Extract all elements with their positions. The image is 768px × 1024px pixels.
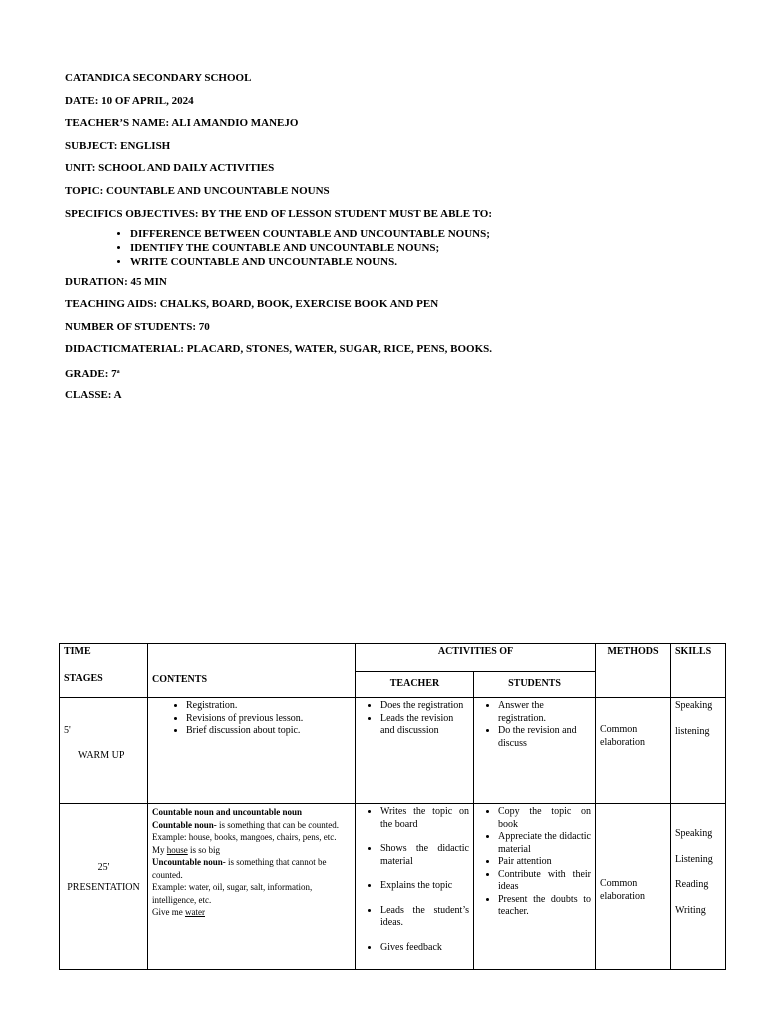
list-item: • Explains the topic xyxy=(380,880,469,893)
table-row xyxy=(60,698,726,804)
warmup-teacher-list xyxy=(360,700,469,738)
teacher-header: TEACHER xyxy=(389,678,440,690)
countable-def-text: is something that can be counted. xyxy=(216,819,340,830)
list-item: • Leads the student’s ideas. xyxy=(380,905,469,930)
contents-title: Countable noun and uncountable noun xyxy=(152,807,303,817)
stages-header: STAGES xyxy=(64,672,103,684)
objectives-list xyxy=(65,227,725,269)
presentation-students-list xyxy=(478,806,591,919)
countable-sentence-noun: house xyxy=(166,844,188,855)
teaching-aids: TEACHING AIDS: CHALKS, BOARD, BOOK, EXERCISE BOOK AND PEN xyxy=(65,298,439,311)
uncountable-sentence xyxy=(152,906,351,919)
list-item: • Copy the topic on book xyxy=(498,806,591,831)
warmup-skill-speaking: Speaking xyxy=(675,700,713,711)
methods-header-cell xyxy=(596,644,671,698)
presentation-contents-cell xyxy=(148,804,356,970)
warmup-contents-cell xyxy=(148,698,356,804)
presentation-skill-reading: Reading xyxy=(675,879,709,890)
warmup-students-list xyxy=(478,700,591,750)
students-header: STUDENTS xyxy=(508,678,561,690)
warmup-skills-cell xyxy=(671,698,726,804)
warmup-students-cell xyxy=(474,698,596,804)
presentation-method-cell xyxy=(596,804,671,970)
presentation-skill-speaking: Speaking xyxy=(675,828,713,839)
objective-item: • IDENTIFY THE COUNTABLE AND UNCOUNTABLE NOUNS; xyxy=(130,241,725,255)
lesson-plan-header xyxy=(65,71,725,402)
list-item: • Pair attention xyxy=(498,856,591,869)
presentation-skill-listening: Listening xyxy=(675,853,713,865)
list-item: • Revisions of previous lesson. xyxy=(186,713,351,726)
list-item: • Shows the didactic material xyxy=(380,843,469,868)
school-name: CATANDICA SECONDARY SCHOOL xyxy=(65,72,252,84)
uncountable-def-text: is something that cannot be counted. xyxy=(152,857,327,880)
lesson-plan-table xyxy=(59,643,726,970)
uncountable-sentence-start: Give me xyxy=(152,907,185,917)
warmup-method: Common elaboration xyxy=(600,724,645,748)
list-item: • Does the registration xyxy=(380,700,469,713)
skills-header: SKILLS xyxy=(675,646,712,657)
list-item: • Gives feedback xyxy=(380,942,469,955)
methods-header: METHODS xyxy=(607,646,659,657)
duration: DURATION: 45 MIN xyxy=(65,275,167,288)
warmup-teacher-cell xyxy=(356,698,474,804)
list-item: • Answer the registration. xyxy=(498,700,591,725)
list-item: • Leads the revision and discussion xyxy=(380,713,469,738)
list-item: • Do the revision and discuss xyxy=(498,725,591,750)
countable-sentence-start: My xyxy=(152,844,167,855)
table-row xyxy=(60,804,726,970)
list-item: • Brief discussion about topic. xyxy=(186,725,351,738)
warmup-method-cell xyxy=(596,698,671,804)
unit: UNIT: SCHOOL AND DAILY ACTIVITIES xyxy=(65,162,275,175)
objective-item: • DIFFERENCE BETWEEN COUNTABLE AND UNCOUNTABLE NOUNS; xyxy=(130,227,725,241)
warmup-stage: WARM UP xyxy=(78,749,125,761)
list-item: • Contribute with their ideas xyxy=(498,869,591,894)
subject: SUBJECT: ENGLISH xyxy=(65,139,171,152)
countable-label: Countable noun- xyxy=(152,819,217,830)
presentation-skill-writing: Writing xyxy=(675,904,706,916)
classe: CLASSE: A xyxy=(65,388,122,401)
presentation-teacher-cell xyxy=(356,804,474,970)
uncountable-label: Uncountable noun- xyxy=(152,857,226,867)
presentation-students-cell xyxy=(474,804,596,970)
list-item: • Writes the topic on the board xyxy=(380,806,469,831)
countable-example: Example: house, books, mangoes, chairs, pens, etc. xyxy=(152,832,337,842)
presentation-teacher-list xyxy=(360,806,469,954)
skills-header-cell xyxy=(671,644,726,698)
warmup-stage-cell xyxy=(60,698,148,804)
warmup-contents-list xyxy=(152,700,351,738)
grade xyxy=(65,365,725,379)
lesson-date: DATE: 10 OF APRIL, 2024 xyxy=(65,94,194,107)
time-stages-header xyxy=(60,644,148,698)
grade-text: GRADE: 7 xyxy=(65,367,117,380)
warmup-skill-listening: listening xyxy=(675,725,710,737)
didactic-material: DIDACTICMATERIAL: PLACARD, STONES, WATER, SUGAR, RICE, PENS, BOOKS. xyxy=(65,343,493,356)
presentation-stage: PRESENTATION xyxy=(67,881,140,893)
uncountable-definition xyxy=(152,856,351,881)
list-item: • Registration. xyxy=(186,700,351,713)
number-of-students: NUMBER OF STUDENTS: 70 xyxy=(65,320,210,333)
contents-header-cell xyxy=(148,644,356,698)
objectives-title: SPECIFICS OBJECTIVES: BY THE END OF LESSON STUDENT MUST BE ABLE TO: xyxy=(65,207,492,220)
objective-item: • WRITE COUNTABLE AND UNCOUNTABLE NOUNS. xyxy=(130,255,725,269)
list-item: • Appreciate the didactic material xyxy=(498,831,591,856)
countable-sentence-end: is so big xyxy=(187,844,221,855)
uncountable-example: Example: water, oil, sugar, salt, information, intelligence, etc. xyxy=(152,882,313,905)
topic: TOPIC: COUNTABLE AND UNCOUNTABLE NOUNS xyxy=(65,184,330,197)
students-header-cell xyxy=(474,672,596,698)
teacher-name: TEACHER’S NAME: ALI AMANDIO MANEJO xyxy=(65,117,299,130)
countable-definition xyxy=(152,819,351,832)
list-item: • Present the doubts to teacher. xyxy=(498,894,591,919)
warmup-time: 5' xyxy=(64,725,71,736)
activities-header: ACTIVITIES OF xyxy=(437,646,514,657)
uncountable-sentence-noun: water xyxy=(185,907,205,917)
teacher-header-cell xyxy=(356,672,474,698)
presentation-stage-cell xyxy=(60,804,148,970)
presentation-time: 25' xyxy=(97,862,110,873)
presentation-method: Common elaboration xyxy=(600,878,645,902)
grade-superscript: a xyxy=(116,368,120,375)
contents-header: CONTENTS xyxy=(152,673,208,685)
countable-sentence xyxy=(152,844,351,857)
activities-header-cell xyxy=(356,644,596,672)
presentation-skills-cell xyxy=(671,804,726,970)
time-header: TIME xyxy=(64,646,91,657)
